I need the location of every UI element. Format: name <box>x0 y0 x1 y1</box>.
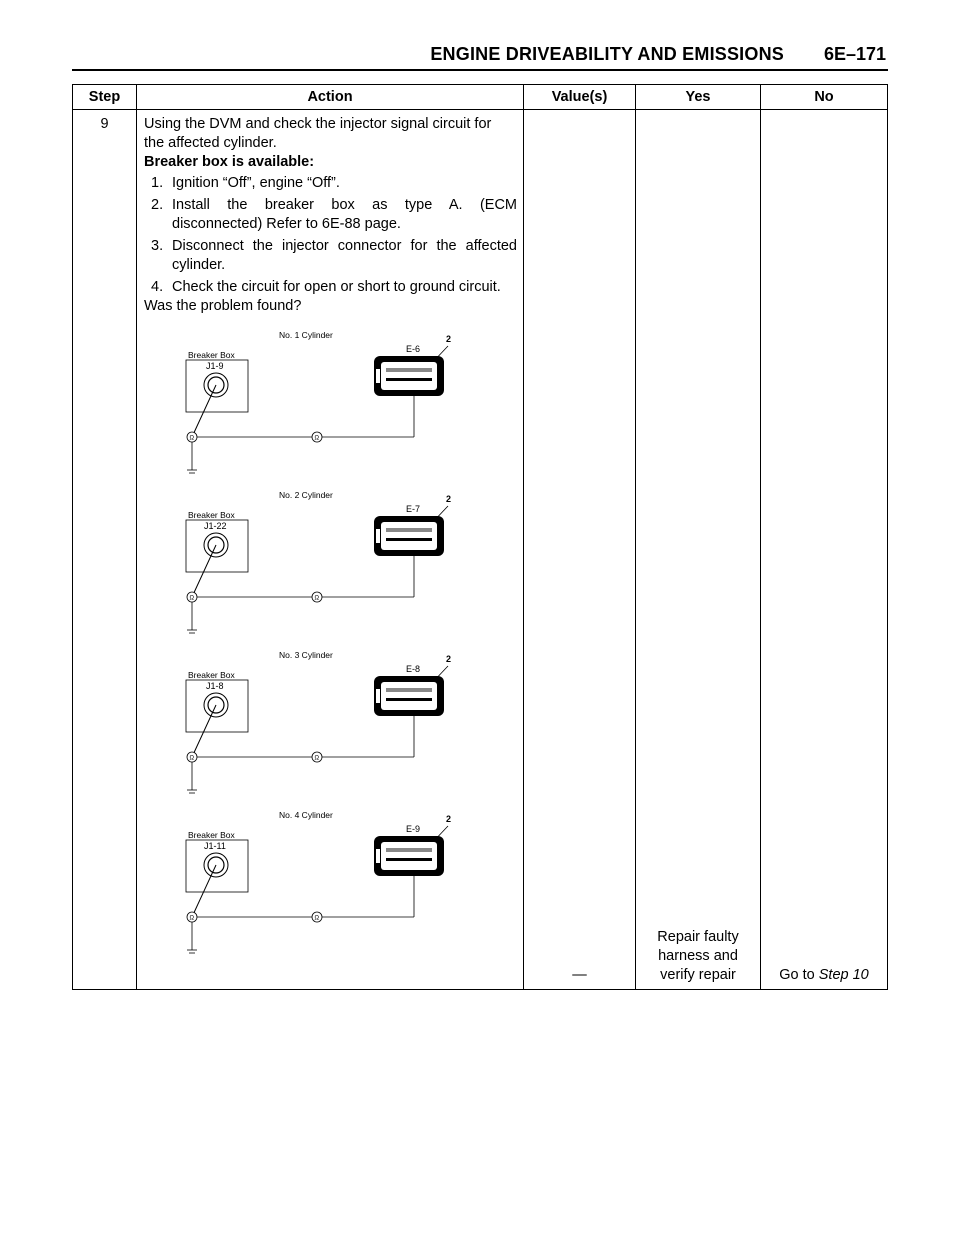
pin-number: 2 <box>446 334 452 344</box>
terminal-label: J1-8 <box>206 681 224 691</box>
wiring-diagram <box>174 322 474 962</box>
yes-line: Repair faulty <box>657 929 739 945</box>
list-item: 4. Check the circuit for open or short to ground circuit. <box>151 279 501 295</box>
yes-line: verify repair <box>660 967 736 983</box>
terminal-label: J1-11 <box>204 841 226 851</box>
breaker-box-label: Breaker Box <box>188 670 235 680</box>
yes-cell <box>636 110 761 990</box>
list-item: 2. Install the breaker box as type A. (ECM disconnected) Refer to 6E-88 page. <box>151 197 517 232</box>
step-number: 9 <box>73 110 137 990</box>
column-header-no: No <box>761 85 888 110</box>
connector-label: E-8 <box>406 664 421 674</box>
pin-number: 2 <box>446 654 452 664</box>
no-prefix: Go to <box>779 967 819 983</box>
ohm-symbol: Ω <box>189 755 194 762</box>
no-cell <box>761 110 888 990</box>
connector-label: E-7 <box>406 504 421 514</box>
connector-label: E-9 <box>406 824 421 834</box>
pin-number: 2 <box>446 814 452 824</box>
header-rule <box>72 69 888 71</box>
cylinder-label: No. 4 Cylinder <box>279 810 333 820</box>
list-item: 3. Disconnect the injector connector for the affected cylinder. <box>151 238 517 273</box>
table-header-row <box>73 85 888 110</box>
column-header-values: Value(s) <box>524 85 636 110</box>
diagnostic-table <box>72 84 888 990</box>
value-cell: — <box>524 110 636 990</box>
action-intro-line: Using the DVM and check the injector signal circuit for <box>144 116 492 132</box>
question-text: Was the problem found? <box>144 298 302 314</box>
procedure-list <box>144 174 517 297</box>
cylinder-circuit <box>186 810 451 953</box>
ohm-symbol: Ω <box>189 435 194 442</box>
section-title: ENGINE DRIVEABILITY AND EMISSIONS <box>430 44 784 64</box>
breaker-box-label: Breaker Box <box>188 830 235 840</box>
column-header-yes: Yes <box>636 85 761 110</box>
probe-wire <box>192 545 216 597</box>
ohm-symbol: Ω <box>314 435 319 442</box>
column-header-action: Action <box>137 85 524 110</box>
ohm-symbol: Ω <box>314 755 319 762</box>
yes-line: harness and <box>658 948 738 964</box>
terminal-label: J1-9 <box>206 361 224 371</box>
probe-wire <box>192 385 216 437</box>
step-reference-link[interactable]: Step 10 <box>818 967 869 983</box>
page-header <box>72 44 888 70</box>
action-cell <box>137 110 524 990</box>
ohm-symbol: Ω <box>189 595 194 602</box>
page-number: 6E–171 <box>823 44 886 64</box>
pin-number: 2 <box>446 494 452 504</box>
ohm-symbol: Ω <box>314 915 319 922</box>
cylinder-label: No. 2 Cylinder <box>279 490 333 500</box>
table-row <box>73 110 888 990</box>
column-header-step: Step <box>73 85 137 110</box>
ohm-symbol: Ω <box>314 595 319 602</box>
ohm-symbol: Ω <box>189 915 194 922</box>
terminal-label: J1-22 <box>204 521 227 531</box>
probe-wire <box>192 705 216 757</box>
cylinder-circuit <box>186 650 451 793</box>
breaker-box-label: Breaker Box <box>188 350 235 360</box>
list-item: 1. Ignition “Off”, engine “Off”. <box>151 175 340 191</box>
breaker-box-label: Breaker Box <box>188 510 235 520</box>
connector-label: E-6 <box>406 344 421 354</box>
cylinder-label: No. 1 Cylinder <box>279 330 333 340</box>
action-intro-line: the affected cylinder. <box>144 135 277 151</box>
cylinder-circuit <box>186 330 451 473</box>
cylinder-label: No. 3 Cylinder <box>279 650 333 660</box>
condition-heading: Breaker box is available: <box>144 154 315 170</box>
probe-wire <box>192 865 216 917</box>
cylinder-circuit <box>186 490 451 633</box>
